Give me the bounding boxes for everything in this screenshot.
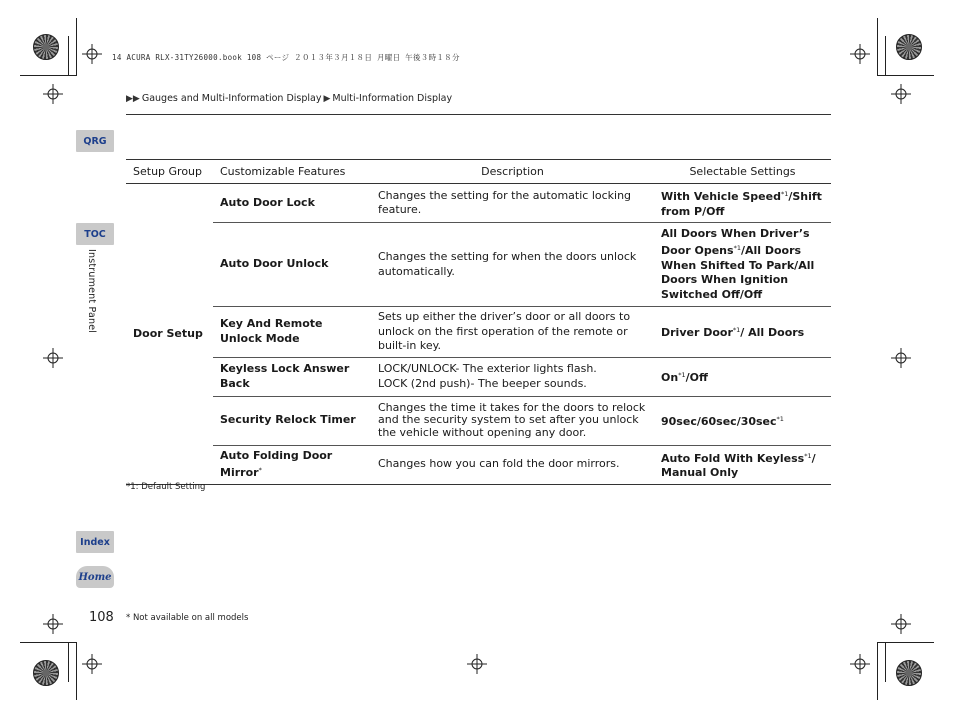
registration-wheel-icon [896,660,922,686]
settings-text: With Vehicle Speed [661,190,781,203]
book-header: 14 ACURA RLX-31TY26000.book 108 ページ ２０１３年３月１８日 月曜日 午後３時１８分 [112,53,460,62]
registration-wheel-icon [33,660,59,686]
crosshair-icon [850,654,870,674]
column-header-setup-group: Setup Group [126,160,213,184]
table-row [126,445,831,484]
breadcrumb-page: Multi-Information Display [332,93,453,104]
settings-cell [654,223,831,307]
feature-cell: Auto Door Lock [213,184,371,223]
crosshair-icon [891,614,911,634]
settings-text: Driver Door [661,326,733,339]
description-line: LOCK (2nd push)- The beeper sounds. [378,376,587,390]
page-number: 108 [89,610,114,625]
breadcrumb [126,93,452,104]
settings-text: / All Doors [740,326,805,339]
footnote-marker: *1 [804,451,812,460]
crosshair-icon [891,84,911,104]
description-cell: Changes how you can fold the door mirrors. [371,445,654,484]
availability-note: * Not available on all models [126,613,249,623]
settings-cell [654,357,831,396]
double-arrow-icon: ▶▶ [126,93,140,104]
toc-button[interactable]: TOC [76,223,114,245]
header-divider [126,114,831,115]
customizable-features-table [126,159,831,485]
description-cell: Changes the setting for the automatic locking feature. [371,184,654,223]
feature-cell: Security Relock Timer [213,396,371,445]
settings-text: Auto Fold With Keyless [661,451,805,465]
table-row [126,223,831,307]
index-button[interactable]: Index [76,531,114,553]
crosshair-icon [43,84,63,104]
feature-cell: Key And Remote Unlock Mode [213,307,371,358]
settings-text: On [661,370,679,384]
settings-cell [654,396,831,445]
table-row [126,396,831,445]
arrow-icon: ▶ [323,93,331,104]
feature-cell [213,445,371,484]
section-side-label: Instrument Panel [86,249,97,334]
crosshair-icon [891,348,911,368]
description-cell [371,357,654,396]
footnote-marker: *1 [733,244,741,253]
description-cell: Sets up either the driver’s door or all doors to unlock on the first operation of the remote or built-in key. [371,307,654,358]
crosshair-icon [43,614,63,634]
crosshair-icon [82,654,102,674]
footnote-marker: *1 [780,190,789,198]
breadcrumb-section-link[interactable]: Gauges and Multi-Information Display [141,93,322,104]
settings-cell [654,184,831,223]
table-row [126,307,831,358]
column-header-settings: Selectable Settings [654,160,831,184]
default-setting-footnote: *1: Default Setting [126,482,206,492]
description-cell: Changes the setting for when the doors unlock automatically. [371,223,654,307]
table-row [126,357,831,396]
footnote-marker: *1 [732,326,741,334]
crosshair-icon [43,348,63,368]
qrg-button[interactable]: QRG [76,130,114,152]
description-line: LOCK/UNLOCK- The exterior lights flash. [378,362,597,375]
settings-cell [654,445,831,484]
settings-text: /Shift from P/Off [661,190,822,218]
footnote-marker: *1 [776,414,784,423]
column-header-description: Description [371,160,654,184]
settings-text: All Doors When Driver’s Door Opens [661,226,810,258]
table-header-row [126,160,831,184]
settings-text: /All Doors When Shifted To Park/All Doors When Ignition Switched Off/Off [661,244,815,301]
column-header-features: Customizable Features [213,160,371,184]
home-button[interactable]: Home [76,566,114,588]
crosshair-icon [467,654,487,674]
settings-text: 90sec/60sec/30sec [661,414,777,428]
table-row [126,184,831,223]
feature-text: Auto Folding Door Mirror [220,448,333,479]
availability-marker: * [258,466,262,474]
crosshair-icon [850,44,870,64]
footnote-marker: *1 [678,370,686,379]
settings-cell [654,307,831,358]
registration-wheel-icon [896,34,922,60]
description-cell: Changes the time it takes for the doors to relock and the security system to set after you unlock the vehicle without opening any door. [371,396,654,445]
crosshair-icon [82,44,102,64]
feature-cell: Auto Door Unlock [213,223,371,307]
registration-wheel-icon [33,34,59,60]
setup-group-cell: Door Setup [126,184,213,485]
settings-text: /Off [685,370,708,384]
settings-text: / Manual Only [661,451,816,479]
feature-cell: Keyless Lock Answer Back [213,357,371,396]
